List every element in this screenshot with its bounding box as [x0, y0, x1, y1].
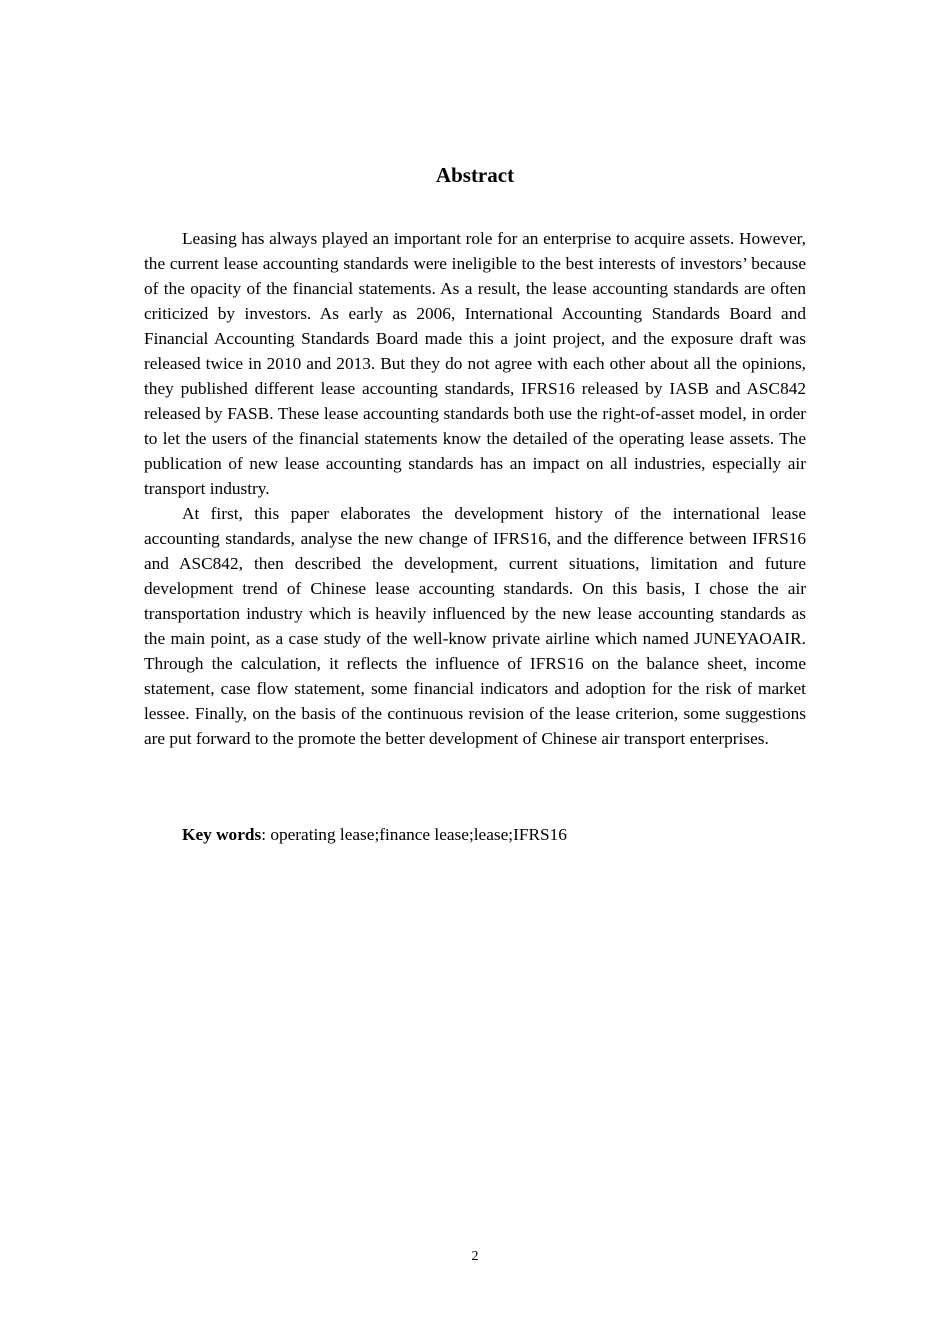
abstract-title: Abstract — [435, 163, 515, 187]
abstract-paragraph-1: Leasing has always played an important role for an enterprise to acquire assets. However, the current lease accounting standards were ineligible to the best interests of investors’ because of the opacity of the financial statements. As a result, the lease accounting standards are often criticized by investors. As early as 2006, International Accounting Standards Board and Financial Accounting Standards Board made this a joint project, and the exposure draft was released twice in 2010 and 2013. But they do not agree with each other about all the opinions, they published different lease accounting standards, IFRS16 released by IASB and ASC842 released by FASB. These lease accounting standards both use the right-of-asset model, in order to let the users of the financial statements know the detailed of the operating lease assets. The publication of new lease accounting standards has an impact on all industries, especially air transport industry. — [144, 229, 806, 498]
page-number: 2 — [471, 1249, 479, 1264]
keywords-label: Key words — [182, 825, 262, 844]
abstract-body — [144, 226, 806, 751]
keywords-line — [182, 822, 806, 847]
abstract-paragraph-2: At first, this paper elaborates the development history of the international lease accounting standards, analyse the new change of IFRS16, and the difference between IFRS16 and ASC842, then described the development, current situations, limitation and future development trend of Chinese lease accounting standards. On this basis, I chose the air transportation industry which is heavily influenced by the new lease accounting standards as the main point, as a case study of the well-know private airline which named JUNEYAOAIR. Through the calculation, it reflects the influence of IFRS16 on the balance sheet, income statement, case flow statement, some financial indicators and adoption for the risk of market lessee. Finally, on the basis of the continuous revision of the lease criterion, some suggestions are put forward to the promote the better development of Chinese air transport enterprises. — [144, 504, 806, 748]
keywords-value: : operating lease;finance lease;lease;IFRS16 — [261, 825, 567, 844]
